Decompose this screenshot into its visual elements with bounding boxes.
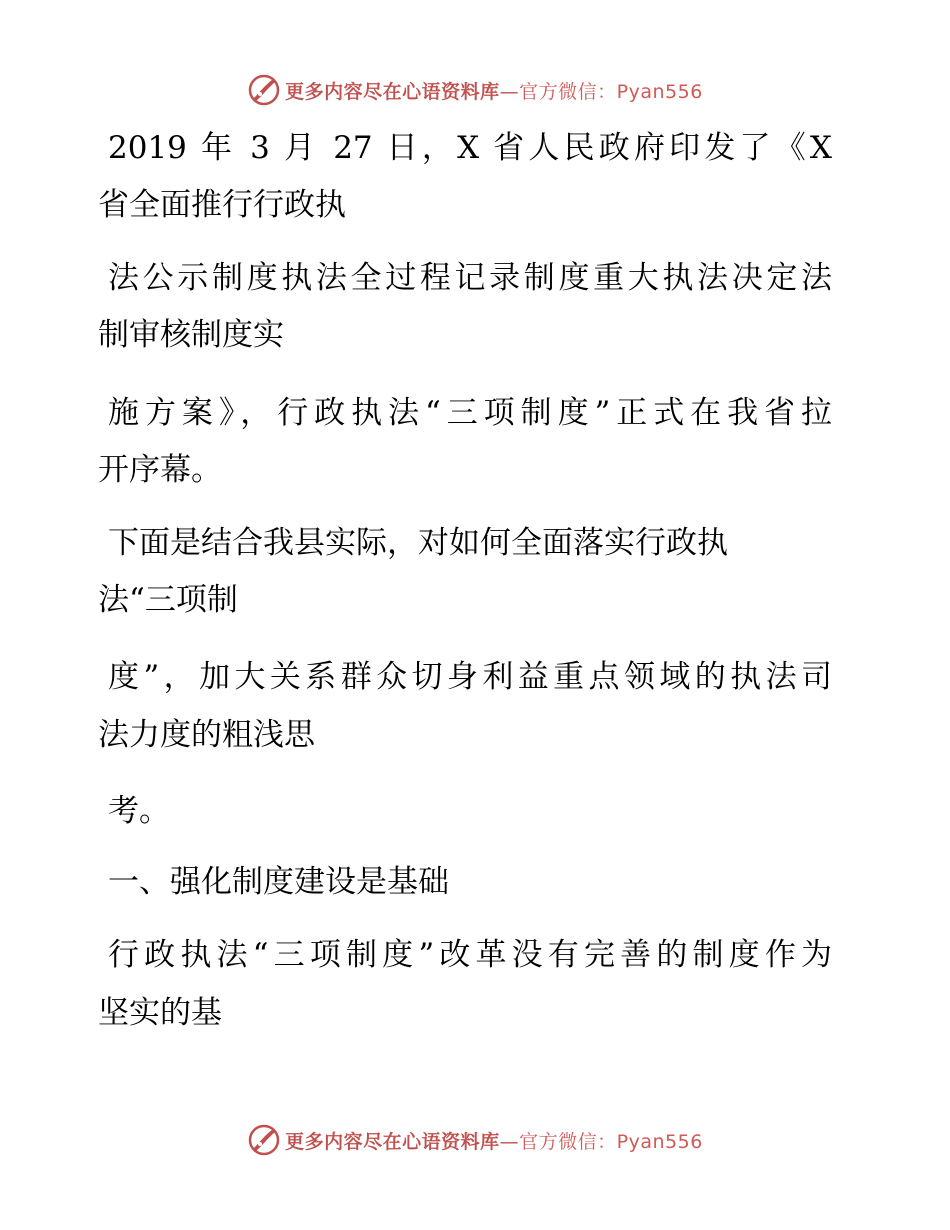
- footer-banner: [0, 1120, 950, 1160]
- body-line: 坚实的基: [98, 995, 222, 1031]
- body-line: 下面是结合我县实际，对如何全面落实行政执: [108, 525, 728, 561]
- pen-nib-logo-icon: [247, 1123, 281, 1157]
- body-line: 法“三项制: [98, 582, 238, 618]
- body-line: 行政执法“三项制度”改革没有完善的制度作为: [108, 937, 832, 973]
- body-line: 制审核制度实: [98, 317, 284, 353]
- body-line: 2019 年 3 月 27 日，X 省人民政府印发了《X: [108, 130, 832, 166]
- body-line: 法力度的粗浅思: [98, 717, 315, 753]
- banner-lead: 更多内容尽在心语资料库: [285, 80, 500, 103]
- banner-text: [285, 1127, 703, 1154]
- banner-separator: —: [499, 1130, 520, 1153]
- banner-wechat: 官方微信：Pyan556: [519, 1130, 703, 1153]
- header-banner: [0, 70, 950, 110]
- banner-text: [285, 77, 703, 104]
- pen-nib-logo-icon: [247, 73, 281, 107]
- banner-lead: 更多内容尽在心语资料库: [285, 1130, 500, 1153]
- banner-wechat: 官方微信：Pyan556: [519, 80, 703, 103]
- body-line: 考。: [108, 793, 170, 829]
- body-line: 法公示制度执法全过程记录制度重大执法决定法: [108, 260, 832, 296]
- body-line: 开序幕。: [98, 452, 222, 488]
- banner-separator: —: [499, 80, 520, 103]
- section-heading: 一、强化制度建设是基础: [108, 864, 449, 900]
- body-line: 省全面推行行政执: [98, 187, 346, 223]
- body-line: 度”，加大关系群众切身利益重点领域的执法司: [108, 659, 832, 695]
- body-line: 施方案》，行政执法“三项制度”正式在我省拉: [108, 395, 832, 431]
